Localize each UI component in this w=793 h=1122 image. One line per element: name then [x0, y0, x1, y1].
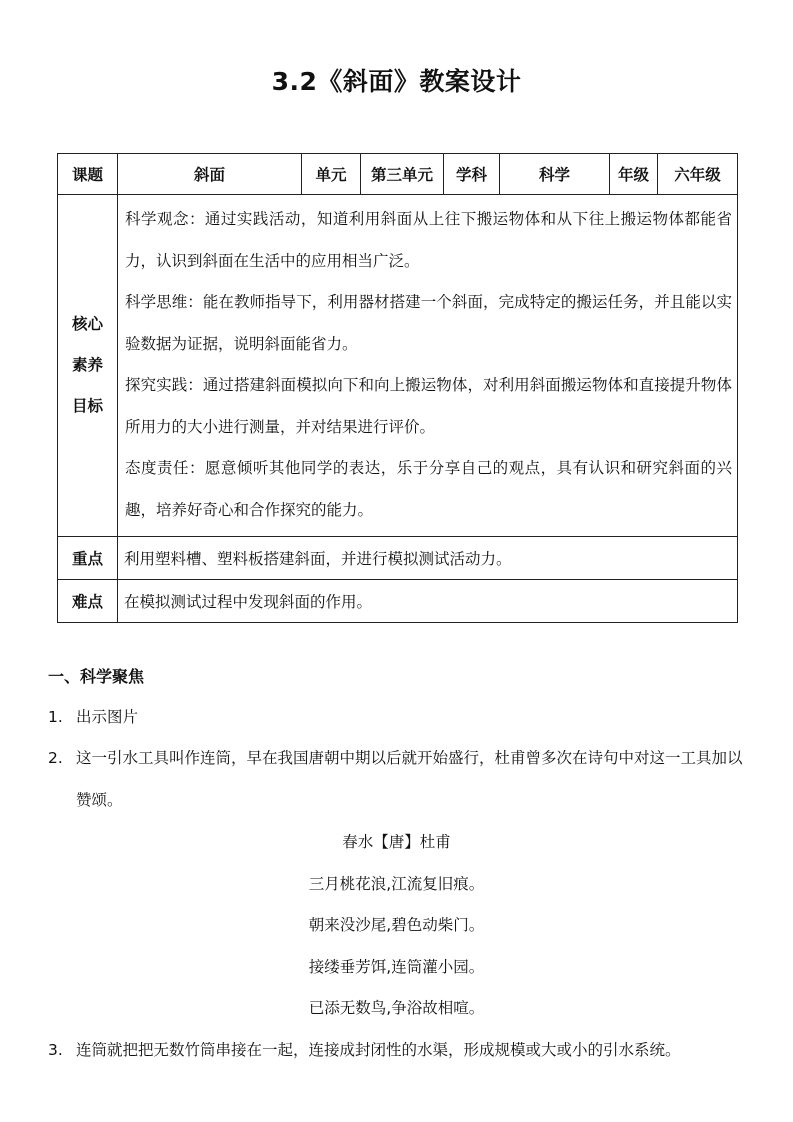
- goal-inquiry-practice: 探究实践：通过搭建斜面模拟向下和向上搬运物体，对利用斜面搬运物体和直接提升物体所用力的大小进行测量，并对结果进行评价。: [125, 376, 732, 436]
- list-item-text: 这一引水工具叫作连筒，早在我国唐朝中期以后就开始盛行，杜甫曾多次在诗句中对这一工具加以赞颂。: [76, 749, 743, 809]
- unit-label: 单元: [302, 154, 361, 195]
- core-goals-label: [58, 195, 118, 537]
- subject-label: 学科: [444, 154, 500, 195]
- unit-value: 第三单元: [361, 154, 444, 195]
- difficulty-text: 在模拟测试过程中发现斜面的作用。: [118, 580, 738, 623]
- core-goals-content: [118, 195, 738, 537]
- core-label-line: 核心: [71, 315, 103, 333]
- lesson-info-table: [57, 153, 738, 623]
- list-item-number: 2.: [48, 749, 63, 767]
- poem-line: 三月桃花浪,江流复旧痕。: [308, 875, 485, 893]
- list-item-text: 连筒就把把无数竹筒串接在一起，连接成封闭性的水渠，形成规模或大或小的引水系统。: [76, 1041, 681, 1059]
- course-value: 斜面: [118, 154, 302, 195]
- key-point-text: 利用塑料槽、塑料板搭建斜面，并进行模拟测试活动力。: [118, 537, 738, 580]
- document-title: 3.2《斜面》教案设计: [271, 67, 522, 96]
- poem-title: 春水【唐】杜甫: [342, 833, 451, 851]
- core-label-line: 素养: [71, 356, 103, 374]
- difficulty-row: [58, 580, 738, 623]
- list-item-number: 3.: [48, 1041, 63, 1059]
- table-header-row: [58, 154, 738, 195]
- grade-label: 年级: [610, 154, 658, 195]
- list-item-text: 出示图片: [76, 708, 139, 726]
- difficulty-label: 难点: [58, 580, 118, 623]
- poem-line: 已添无数鸟,争浴故相喧。: [308, 999, 485, 1017]
- grade-value: 六年级: [658, 154, 738, 195]
- poem-line: 接缕垂芳饵,连筒灌小园。: [308, 958, 485, 976]
- core-label-line: 目标: [71, 397, 103, 415]
- goal-attitude-responsibility: 态度责任：愿意倾听其他同学的表达，乐于分享自己的观点，具有认识和研究斜面的兴趣，培养好奇心和合作探究的能力。: [125, 459, 732, 519]
- core-goals-row: [58, 195, 738, 537]
- list-item-number: 1.: [48, 708, 63, 726]
- section-heading: 一、科学聚焦: [48, 667, 145, 686]
- goal-science-concept: 科学观念：通过实践活动，知道利用斜面从上往下搬运物体和从下往上搬运物体都能省力，认识到斜面在生活中的应用相当广泛。: [125, 210, 732, 270]
- key-point-label: 重点: [58, 537, 118, 580]
- poem-line: 朝来没沙尾,碧色动柴门。: [308, 916, 485, 934]
- course-label: 课题: [58, 154, 118, 195]
- subject-value: 科学: [500, 154, 610, 195]
- goal-science-thinking: 科学思维：能在教师指导下，利用器材搭建一个斜面，完成特定的搬运任务，并且能以实验数据为证据，说明斜面能省力。: [125, 293, 732, 353]
- key-point-row: [58, 537, 738, 580]
